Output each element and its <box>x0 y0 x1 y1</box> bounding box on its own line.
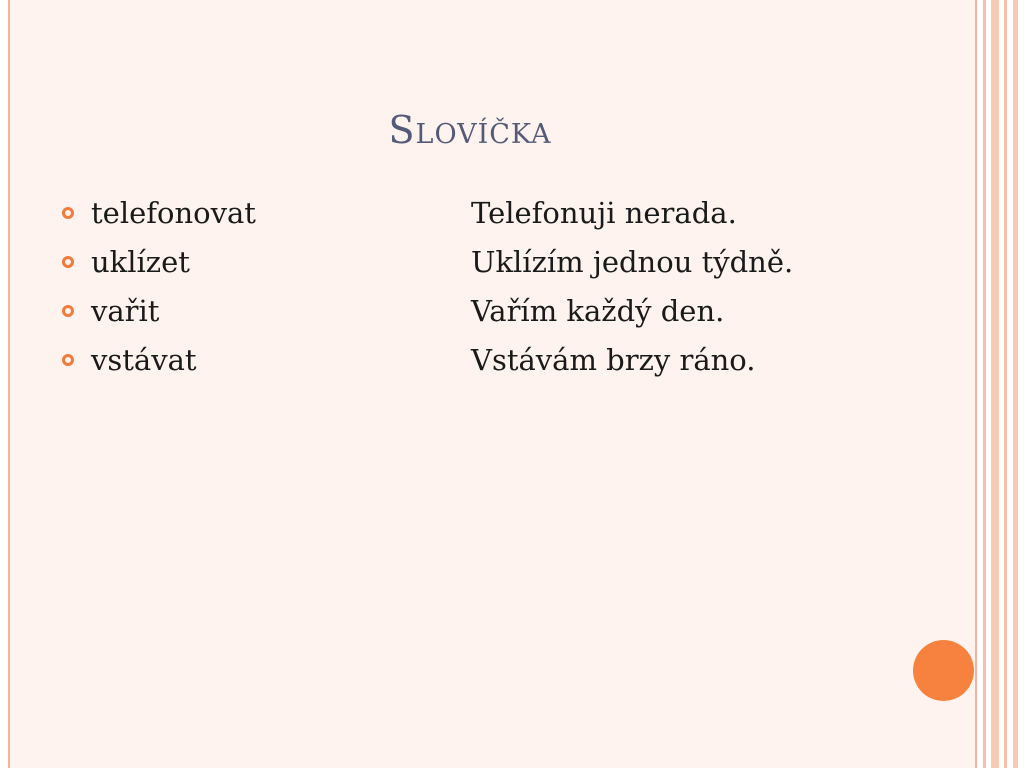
slide-title: Slovíčka <box>388 108 552 152</box>
vocabulary-word: vstávat <box>91 342 197 377</box>
example-sentence: Vstávám brzy ráno. <box>471 342 756 377</box>
example-sentence: Telefonuji nerada. <box>471 195 737 230</box>
decorative-stripe <box>1013 0 1018 768</box>
example-sentence: Vařím každý den. <box>471 293 725 328</box>
bullet-ring-icon <box>62 305 74 317</box>
decorative-stripe <box>983 0 986 768</box>
list-item <box>62 188 942 237</box>
vocabulary-list <box>62 188 942 384</box>
bullet-ring-icon <box>62 354 74 366</box>
bullet-ring-icon <box>62 256 74 268</box>
vocabulary-word: uklízet <box>91 244 190 279</box>
decorative-orange-circle <box>913 640 974 701</box>
panel-right-border <box>975 0 977 768</box>
vocabulary-word: vařit <box>91 293 160 328</box>
example-sentence: Uklízím jednou týdně. <box>471 244 794 279</box>
list-item <box>62 335 942 384</box>
list-item <box>62 286 942 335</box>
decorative-stripe <box>991 0 999 768</box>
list-item <box>62 237 942 286</box>
decorative-stripe <box>1004 0 1007 768</box>
bullet-ring-icon <box>62 207 74 219</box>
vocabulary-word: telefonovat <box>91 195 256 230</box>
